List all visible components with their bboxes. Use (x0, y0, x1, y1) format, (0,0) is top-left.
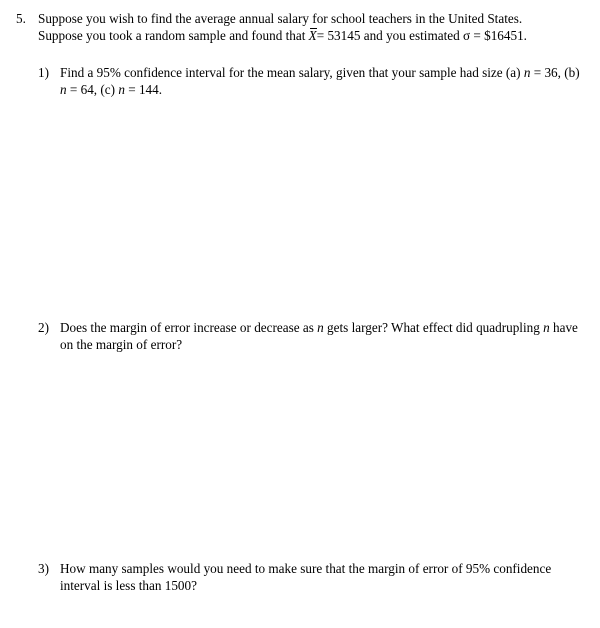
n-variable: n (60, 82, 67, 97)
problem-line-1: Suppose you wish to find the average annual salary for school teachers in the United States. (38, 11, 523, 26)
question-1 (38, 64, 586, 98)
n-variable: n (523, 65, 531, 80)
n-variable: n (317, 320, 324, 335)
question-2 (38, 319, 586, 353)
problem-line-2-end: = 53145 and you estimated σ = $16451. (316, 28, 527, 43)
question-1-text-d: = 144. (124, 82, 163, 97)
question-3-number: 3) (38, 561, 49, 576)
n-variable: n (543, 320, 550, 335)
question-3 (38, 560, 586, 594)
problem-5 (16, 10, 586, 44)
question-2-text-a: Does the margin of error increase or decrease as (60, 320, 318, 335)
problem-line-2 (38, 27, 586, 44)
question-1-number: 1) (38, 65, 49, 80)
question-2-text (60, 319, 586, 353)
x-bar-symbol: X (308, 28, 317, 43)
question-2-text-b: gets larger? What effect did quadrupling (323, 320, 544, 335)
question-2-number: 2) (38, 320, 49, 335)
n-variable: n (118, 82, 125, 97)
question-2-text-c: have on the margin of error? (60, 320, 578, 352)
question-3-text: How many samples would you need to make sure that the margin of error of 95% confidence interval is less than 1500? (60, 561, 552, 593)
problem-statement (38, 10, 586, 44)
question-1-text-c: = 64, (c) (66, 82, 119, 97)
question-1-text (60, 64, 586, 98)
problem-line-2-start: Suppose you took a random sample and found that (38, 28, 309, 43)
problem-number: 5. (16, 11, 26, 26)
question-1-text-a: Find a 95% confidence interval for the mean salary, given that your sample had size (a) (60, 65, 524, 80)
question-1-text-b: = 36, (b) (530, 65, 580, 80)
